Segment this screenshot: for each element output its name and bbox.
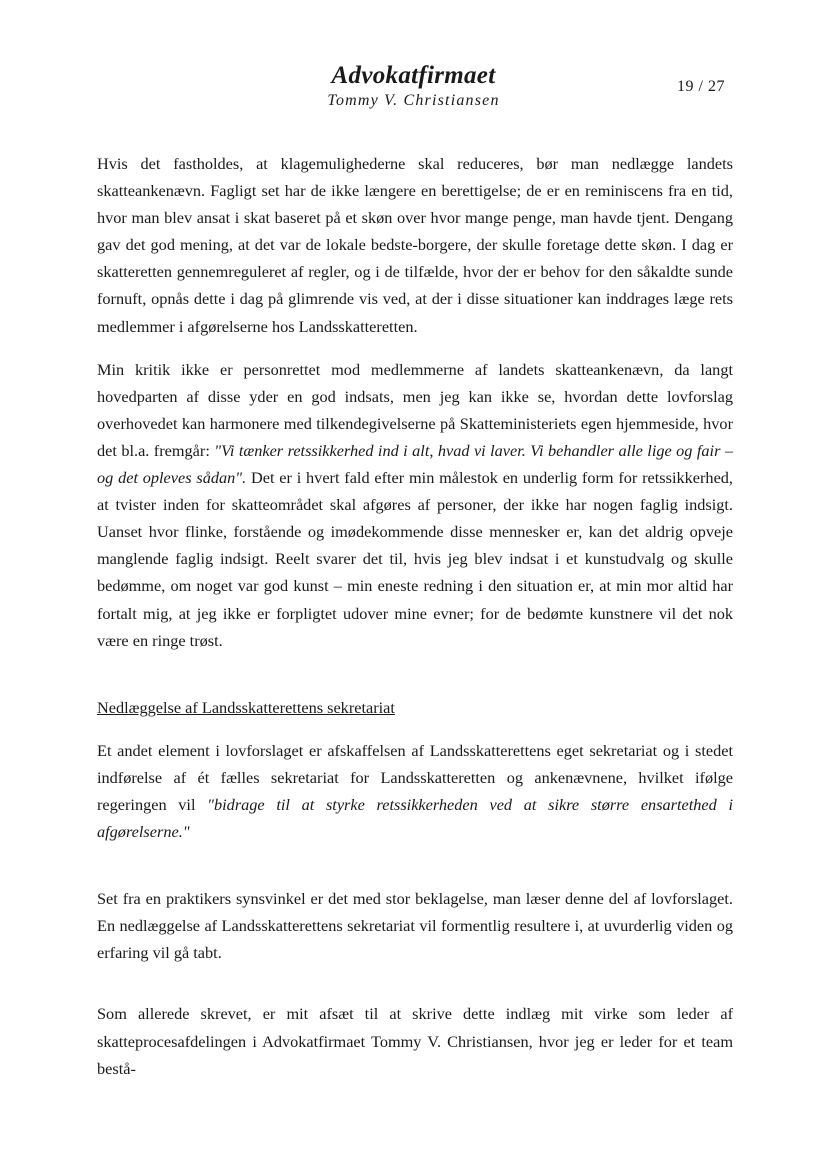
letterhead (0, 62, 827, 122)
paragraph-text: Min kritik ikke er personrettet mod medlemmerne af landets skatteankenævn, da langt hovedparten af disse yder en god indsats, men jeg kan ikke se, hvordan dette lovforslag overhovedet kan harmonere med tilkendegivelserne på Skatteministeriets egen hjemmeside, hvor det bl.a. fremgår: (97, 359, 733, 460)
section-heading: Nedlæggelse af Landsskatterettens sekretariat (97, 697, 395, 717)
paragraph (97, 356, 733, 654)
paragraph: Hvis det fastholdes, at klagemulighederne skal reduceres, bør man nedlægge landets skatteankenævn. Fagligt set har de ikke længere en berettigelse; de er en reminiscens fra en tid, hvor man blev ansat i skat baseret på et skøn over hvor mange penge, man havde tjent. Dengang gav det god mening, at det var de lokale bedste-borgere, der skulle foretage dette skøn. I dag er skatteretten gennemreguleret af regler, og i de tilfælde, hvor der er behov for den såkaldte sunde fornuft, opnås dette i dag på glimrende vis ved, at der i disse situationer kan inddrages læge rets medlemmer i afgørelserne hos Landsskatteretten. (97, 154, 733, 336)
paragraph-text: Et andet element i lovforslaget er afskaffelsen af Landsskatterettens eget sekretariat og i stedet indførelse af ét fælles sekretariat for Landsskatteretten og ankenævnene, hvilket ifølge regeringen vil (97, 740, 733, 814)
firm-name: Advokatfirmaet (331, 62, 496, 89)
paragraph: Set fra en praktikers synsvinkel er det med stor beklagelse, man læser denne del af lovforslaget. En nedlæggelse af Landsskatterettens sekretariat vil formentlig resultere i, at uvurderlig viden og erfaring vil gå tabt. (97, 889, 733, 963)
paragraph-text: Det er i hvert fald efter min målestok en underlig form for retssikkerhed, at tvister inden for skatteområdet skal afgøres af personer, der ikke har nogen faglig indsigt. Uanset hvor flinke, forstående og imødekommende disse mennesker er, kan det aldrig opveje manglende faglig indsigt. Reelt svarer det til, hvis jeg blev indsat i et kunstudvalg og skulle bedømme, om noget var god kunst – min eneste redning i den situation er, at min mor altid har fortalt mig, at jeg ikke er forpligtet udover mine evner; for de bedømte kunstnere vil det nok være en ringe trøst. (97, 468, 734, 650)
paragraph (97, 737, 733, 845)
firm-subtitle: Tommy V. Christiansen (327, 92, 500, 109)
page-number: 19 / 27 (677, 78, 725, 95)
paragraph: Som allerede skrevet, er mit afsæt til at skrive dette indlæg mit virke som leder af skatteprocesafdelingen i Advokatfirmaet Tommy V. Christiansen, hvor jeg er leder for et team bestå- (97, 1004, 733, 1078)
quoted-text: "bidrage til at styrke retssikkerheden ved at sikre større ensartethed i afgørelserne." (97, 794, 733, 842)
quoted-text: "Vi tænker retssikkerhed ind i alt, hvad vi laver. Vi behandler alle lige og fair – og det opleves sådan". (97, 440, 733, 488)
document-body (97, 150, 733, 1082)
